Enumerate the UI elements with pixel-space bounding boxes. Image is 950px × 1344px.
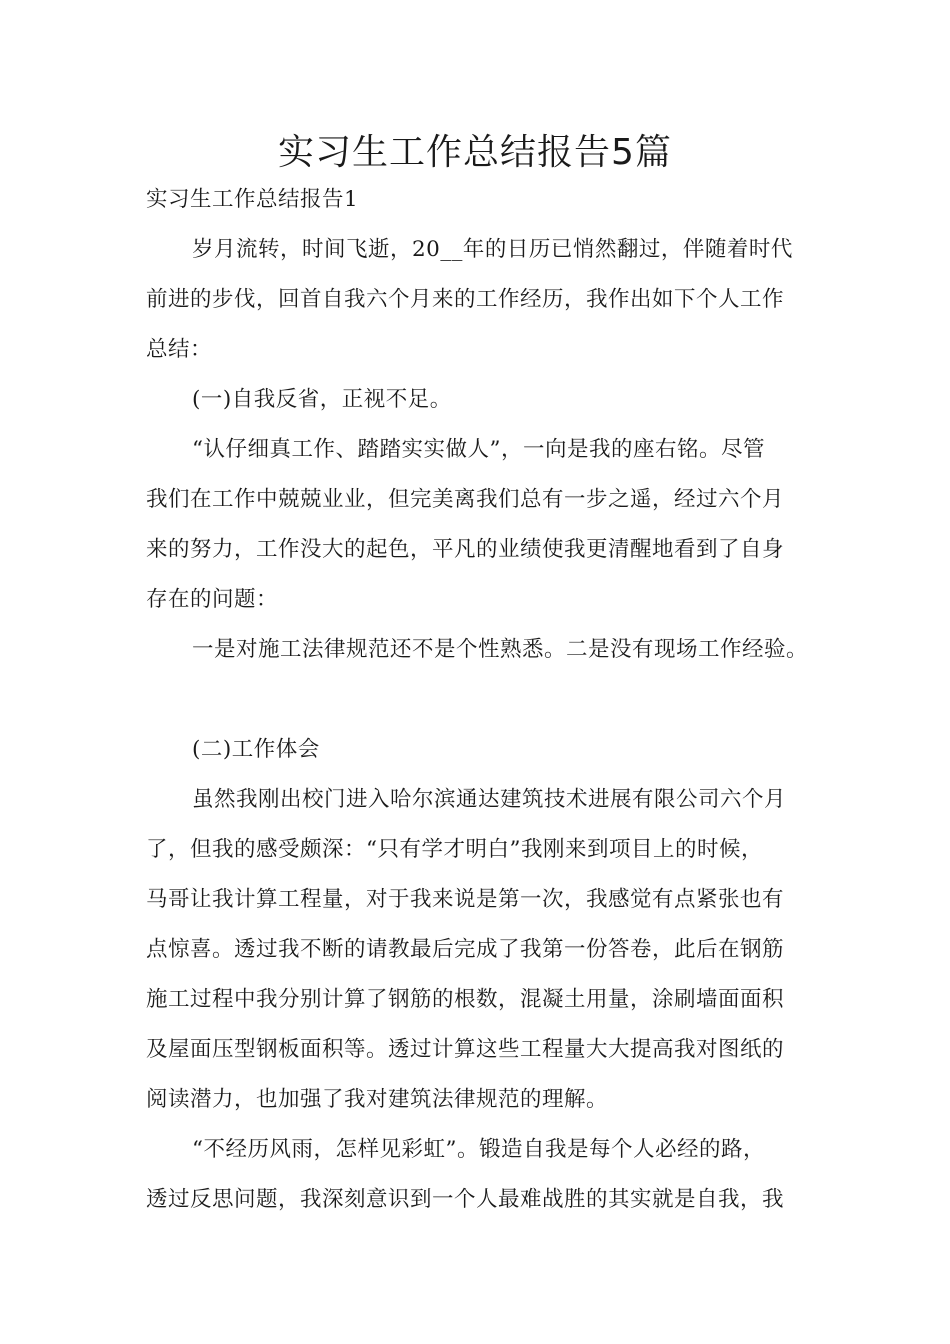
text-line: “认仔细真工作、踏踏实实做人”，一向是我的座右铭。尽管 <box>192 437 765 462</box>
section-heading: 实习生工作总结报告1 <box>146 187 359 212</box>
document-title: 实习生工作总结报告5篇 <box>278 132 672 173</box>
text-line: 一是对施工法律规范还不是个性熟悉。二是没有现场工作经验。 <box>192 637 809 662</box>
text-line: “不经历风雨，怎样见彩虹”。锻造自我是每个人必经的路， <box>192 1137 765 1162</box>
text-line: 总结： <box>146 337 213 362</box>
text-line: 虽然我刚出校门进入哈尔滨通达建筑技术进展有限公司六个月 <box>192 787 787 812</box>
text-line: (一)自我反省，正视不足。 <box>192 387 452 412</box>
text-line: 存在的问题： <box>146 587 279 612</box>
text-line: 岁月流转，时间飞逝，20__年的日历已悄然翻过，伴随着时代 <box>192 237 793 262</box>
text-line: 施工过程中我分别计算了钢筋的根数，混凝土用量，涂刷墙面面积 <box>146 987 785 1012</box>
text-line: 阅读潜力，也加强了我对建筑法律规范的理解。 <box>146 1087 609 1112</box>
text-line: 马哥让我计算工程量，对于我来说是第一次，我感觉有点紧张也有 <box>146 887 785 912</box>
text-line: 及屋面压型钢板面积等。透过计算这些工程量大大提高我对图纸的 <box>146 1037 785 1062</box>
text-line: 了，但我的感受颇深：“只有学才明白”我刚来到项目上的时候， <box>146 837 763 862</box>
text-line: 点惊喜。透过我不断的请教最后完成了我第一份答卷，此后在钢筋 <box>146 937 785 962</box>
text-line: (二)工作体会 <box>192 737 320 762</box>
text-line: 来的努力，工作没大的起色，平凡的业绩使我更清醒地看到了自身 <box>146 537 785 562</box>
text-line: 我们在工作中兢兢业业，但完美离我们总有一步之遥，经过六个月 <box>146 487 785 512</box>
text-line: 透过反思问题，我深刻意识到一个人最难战胜的其实就是自我，我 <box>146 1187 785 1212</box>
text-line: 前进的步伐，回首自我六个月来的工作经历，我作出如下个人工作 <box>146 287 785 312</box>
